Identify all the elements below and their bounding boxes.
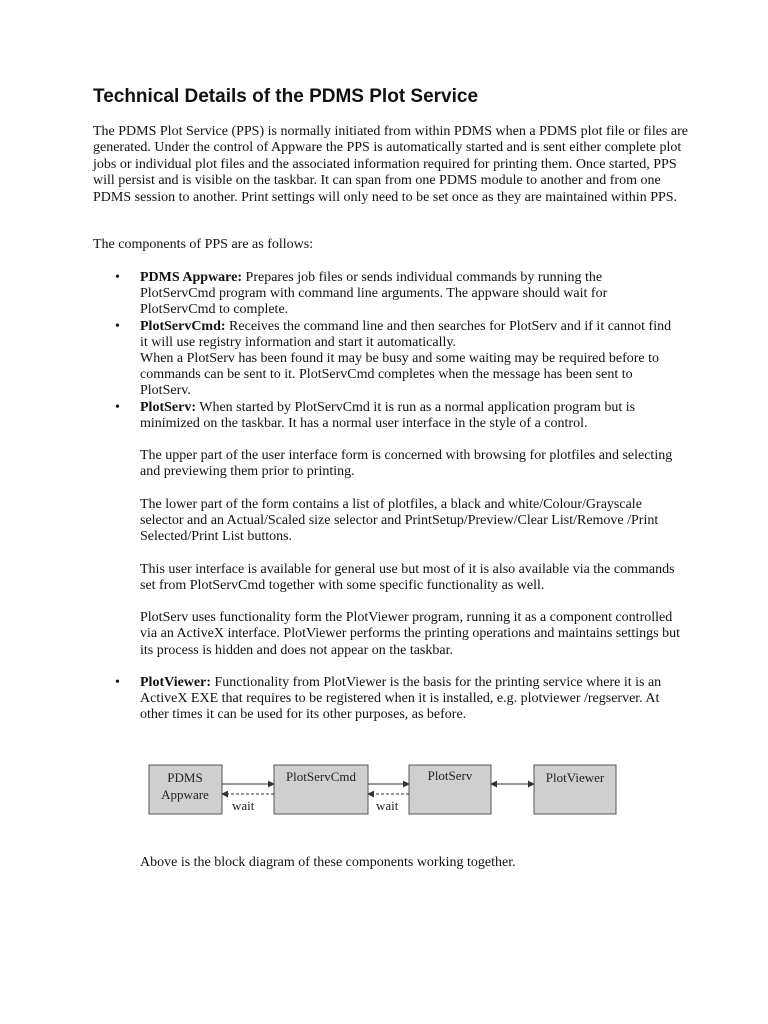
- diagram-wait-label: wait: [232, 798, 255, 813]
- bullet-icon: •: [115, 675, 120, 690]
- term-description: Prepares job files or sends individual commands by running the PlotServCmd program with command line arguments. The appware should wait for PlotServCmd to complete.: [140, 270, 608, 318]
- list-item-plotviewer: [115, 675, 680, 724]
- components-intro: The components of PPS are as follows:: [93, 237, 314, 252]
- diagram-wait-label: wait: [376, 798, 399, 813]
- term-label: PlotViewer:: [140, 675, 211, 690]
- term-description: Functionality from PlotViewer is the basis for the printing service where it is an ActiveX EXE that requires to be registered when it is installed, e.g. plotviewer /regserver. At other times it can be used for its other purposes, as before.: [140, 675, 662, 723]
- plotserv-paragraph-lower-form: The lower part of the form contains a list of plotfiles, a black and white/Colour/Grayscale selector and an Actual/Scaled size selector and PrintSetup/Preview/Clear List/Remove /Print Selected/Print List buttons.: [140, 496, 659, 545]
- plotserv-paragraph-plotviewer: PlotServ uses functionality form the PlotViewer program, running it as a component controlled via an ActiveX interface. PlotViewer performs the printing operations and maintains settings but its process is hidden and does not appear on the taskbar.: [140, 610, 680, 658]
- diagram-box-label: PlotServ: [427, 768, 473, 783]
- list-item-plotserv: [115, 399, 680, 659]
- block-diagram: [148, 762, 618, 827]
- page-title: Technical Details of the PDMS Plot Service: [93, 86, 479, 107]
- diagram-box-label: PlotViewer: [545, 770, 605, 785]
- term-label: PlotServ:: [140, 399, 196, 415]
- plotserv-paragraph-general-use: This user interface is available for general use but most of it is also available via the commands set from PlotServCmd together with some specific functionality as well.: [140, 561, 675, 593]
- bullet-icon: •: [115, 399, 120, 415]
- term-description: When started by PlotServCmd it is run as a normal application program but is minimized on the taskbar. It has a normal user interface in the style of a control.: [140, 399, 636, 431]
- term-description: Receives the command line and then searches for PlotServ and if it cannot find it will use registry information and start it automatically.: [140, 318, 672, 350]
- term-label: PlotServCmd:: [140, 318, 226, 334]
- term-label: PDMS Appware:: [140, 270, 243, 285]
- plotserv-paragraph-upper-form: The upper part of the user interface form is concerned with browsing for plotfiles and selecting and previewing them prior to printing.: [140, 448, 673, 480]
- bullet-icon: •: [115, 318, 120, 334]
- diagram-box-label: Appware: [161, 787, 209, 802]
- list-item-pdms-appware: [115, 270, 680, 319]
- diagram-box-label: PDMS: [167, 770, 203, 785]
- list-item-plotservcmd: [115, 318, 680, 400]
- intro-paragraph: The PDMS Plot Service (PPS) is normally initiated from within PDMS when a PDMS plot file or files are generated. Under the control of Appware the PPS is automatically started and is sent either complete plot jobs or individual plot files and the associated information required for printing them. Once started, PPS will persist and is visible on the taskbar. It can span from one PDMS module to another and from one PDMS session to another. Print settings will only need to be set once as they are maintained within PPS.: [93, 124, 688, 205]
- term-extra-paragraph: When a PlotServ has been found it may be busy and some waiting may be required before to commands can be sent to it. PlotServCmd completes when the message has been sent to PlotServ.: [140, 351, 660, 399]
- bullet-icon: •: [115, 270, 120, 285]
- diagram-caption: Above is the block diagram of these components working together.: [140, 855, 516, 870]
- components-list: [115, 270, 680, 724]
- diagram-box-label: PlotServCmd: [285, 769, 357, 784]
